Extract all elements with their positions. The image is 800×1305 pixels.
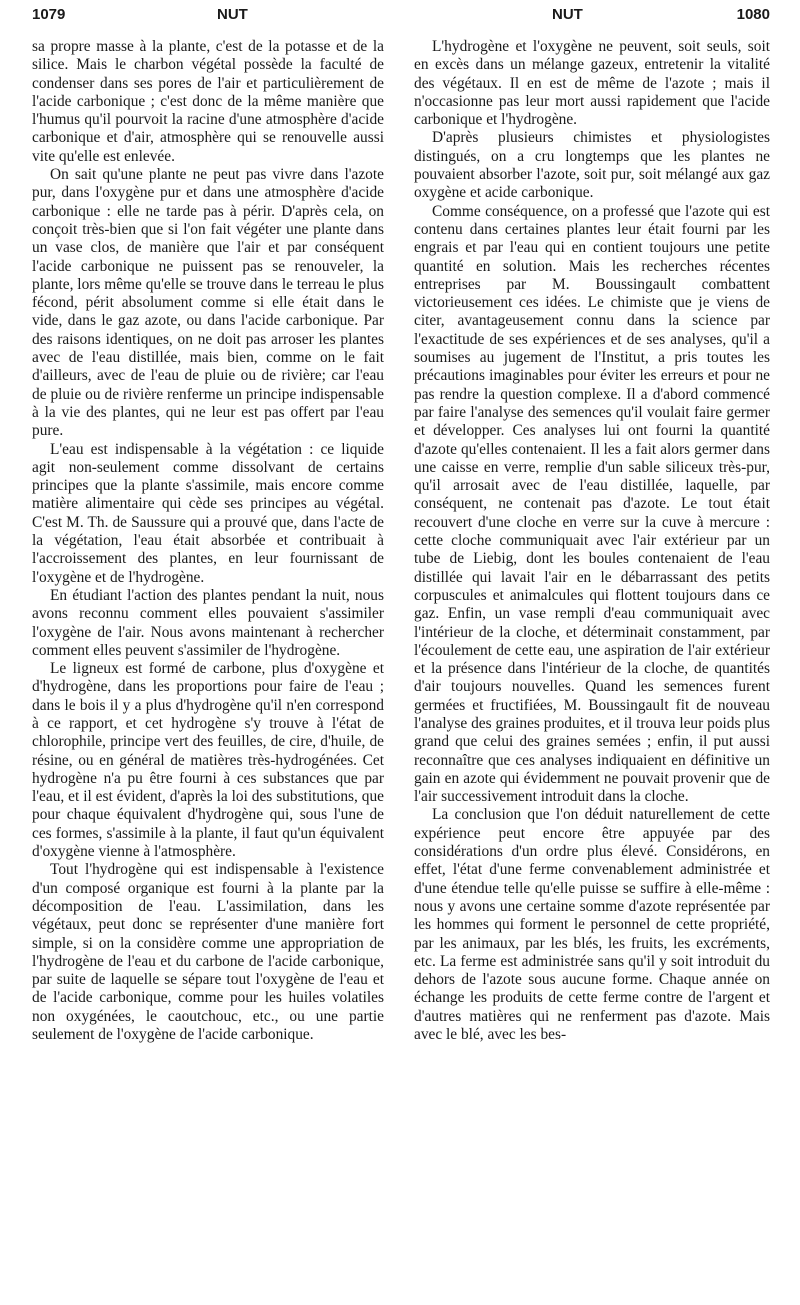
paragraph: L'eau est indispensable à la végétation : ce liquide agit non-seulement comme dissolvant de certains principes que la plante s'assimile, mais encore comme matière alimentaire qui cède ses principes au végétal. C'est M. Th. de Saussure qui a prouvé que, dans l'acte de la végétation, l'eau était absorbée et contribuait à l'accroissement des plantes, en leur fournissant de l'oxygène et de l'hydrogène.: [32, 440, 384, 586]
paragraph: Le ligneux est formé de carbone, plus d'oxygène et d'hydrogène, dans les proportions pour faire de l'eau ; dans le bois il y a plus d'hydrogène qu'il n'en correspond à ce rapport, et cet hydrogène s'y trouve à l'état de chlorophile, principe vert des feuilles, de cire, d'huile, de résine, ou en général de matières très-hydrogénées. Cet hydrogène n'a pu être fourni à ces substances que par l'eau, et il est évident, d'après la loi des substitutions, que pour chaque équivalent d'hydrogène qui, sous l'une de ces formes, s'assimile à la plante, il faut qu'un équivalent d'oxygène vienne à l'atmosphère.: [32, 660, 384, 861]
paragraph: On sait qu'une plante ne peut pas vivre dans l'azote pur, dans l'oxygène pur et dans une atmosphère d'acide carbonique : elle ne tarde pas à périr. D'après cela, on conçoit très-bien que si l'on fait végéter une plante dans un vase clos, de manière que l'air et par conséquent l'acide carbonique ne puissent pas se renouveler, la plante, lors même qu'elle se trouve dans le terreau le plus fécond, périt absolument comme si elle était dans le vide, dans le gaz azote, ou dans l'acide carbonique. Par des raisons identiques, on ne doit pas arroser les plantes avec de l'eau distillée, mais bien, comme on le fait d'ailleurs, avec de l'eau de pluie ou de rivière; car l'eau de pluie ou de rivière renferme un principe indispensable à la vie des plantes, qui ne leur est pas offert par l'eau pure.: [32, 166, 384, 440]
running-title-right: NUT: [552, 6, 583, 23]
paragraph: Comme conséquence, on a professé que l'azote qui est contenu dans certaines plantes leur était fourni par les engrais et par l'eau qui en contient toujours une petite quantité en solution. Mais les recherches récentes entreprises par M. Boussingault combattent victorieusement ces idées. Le chimiste que je viens de citer, avantageusement connu dans la science par l'exactitude de ses expériences et de ses analyses, qu'il a soumises au jugement de l'Institut, a pris toutes les précautions imaginables pour éviter les erreurs et pour ne pas rendre la question complexe. Il a d'abord commencé par faire l'analyse des semences qu'il voulait faire germer et développer. Ces analyses lui ont fourni la quantité d'azote qu'elles contenaient. Il les a fait alors germer dans une caisse en verre, remplie d'un sable siliceux très-pur, qu'il arrosait avec de l'eau distillée, laquelle, par conséquent, ne contenait pas d'azote. Le tout était recouvert d'une cloche en verre sur la cuve à mercure : cette cloche communiquait avec l'air extérieur par un tube de Liebig, dont les boules contenaient de l'eau distillée qui lavait l'air en le débarrassant des petits corpuscules et animalcules qui flottent toujours dans ce gaz. Enfin, un vase rempli d'eau communiquait avec l'intérieur de la cloche, et déterminait constamment, par l'écoulement de cette eau, une aspiration de l'air extérieur et la présence dans l'intérieur de la cloche, de quantités d'air toujours nouvelles. Quand les semences furent germées et fructifiées, M. Boussingault fit de nouveau l'analyse des graines produites, et il trouva leur poids plus grand que celui des graines semées ; enfin, il put aussi reconnaître que ces analyses indiquaient en définitive un gain en azote qui évidemment ne pouvait provenir que de l'air successivement introduit dans la cloche.: [414, 202, 770, 806]
paragraph: Tout l'hydrogène qui est indispensable à l'existence d'un composé organique est fourni à la plante par la décomposition de l'eau. L'assimilation, dans les végétaux, peut donc se représenter d'une manière fort simple, si on la considère comme une appropriation de l'hydrogène de l'eau et du carbone de l'acide carbonique, par suite de laquelle se sépare tout l'oxygène de l'eau et de l'acide carbonique, comme pour les huiles volatiles non oxygénées, le caoutchouc, etc., ou une partie seulement de l'oxygène de l'acide carbonique.: [32, 861, 384, 1044]
right-column: [414, 38, 770, 1044]
column-number-left: 1079: [32, 6, 66, 23]
paragraph: D'après plusieurs chimistes et physiologistes distingués, on a cru longtemps que les plantes ne pouvaient absorber l'azote, soit pur, soit mélangé aux gaz oxygène et acide carbonique.: [414, 129, 770, 202]
paragraph: La conclusion que l'on déduit naturellement de cette expérience peut encore être appuyée par des considérations d'un ordre plus élevé. Considérons, en effet, l'état d'une ferme convenablement administrée et d'une étendue telle qu'elle puisse se suffire à elle-même : nous y avons une certaine somme d'azote représentée par les hommes qui forment le personnel de cette propriété, par les animaux, par les blés, les fruits, les excréments, etc. La ferme est administrée sans qu'il y soit introduit du dehors de l'azote sous aucune forme. Chaque année on échange les produits de cette ferme contre de l'argent et d'autres matières qui ne renferment pas d'azote. Mais avec le blé, avec les bes-: [414, 806, 770, 1044]
running-title-left: NUT: [217, 6, 248, 23]
column-number-right: 1080: [736, 6, 770, 23]
page-header: [32, 6, 770, 30]
left-column: [32, 38, 384, 1044]
paragraph: sa propre masse à la plante, c'est de la potasse et de la silice. Mais le charbon végétal possède la faculté de condenser dans ses pores de l'air et particulièrement de l'acide carbonique ; c'est donc de la même manière que l'humus qu'il pourvoit la racine d'une atmosphère d'acide carbonique et d'air, atmosphère qui se renouvelle aussi vite qu'elle est enlevée.: [32, 38, 384, 165]
paragraph: En étudiant l'action des plantes pendant la nuit, nous avons reconnu comment elles pouvaient s'assimiler l'oxygène de l'air. Nous avons maintenant à rechercher comment elles peuvent s'assimiler de l'hydrogène.: [32, 586, 384, 659]
paragraph: L'hydrogène et l'oxygène ne peuvent, soit seuls, soit en excès dans un mélange gazeux, entretenir la vitalité des végétaux. Il en est de même de l'azote ; mais il n'occasionne pas leur mort aussi rapidement que l'acide carbonique et l'hydrogène.: [414, 38, 770, 129]
